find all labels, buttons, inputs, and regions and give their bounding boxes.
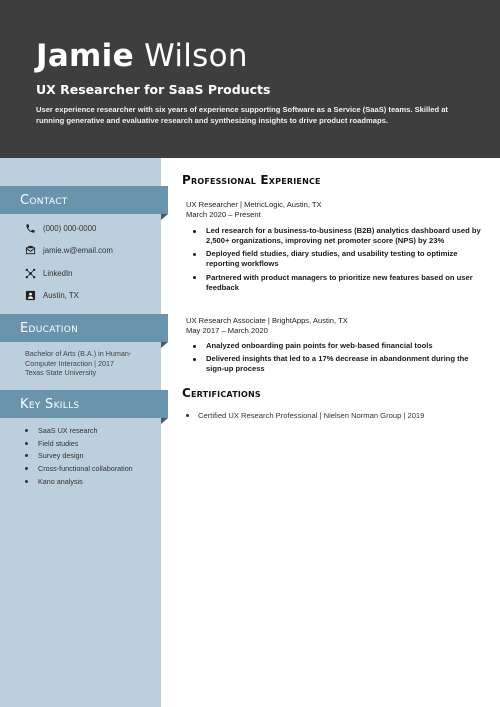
skill-item: Survey design (25, 449, 133, 462)
role-title: UX Researcher for SaaS Products (36, 82, 271, 97)
last-name: Wilson (144, 38, 248, 74)
contact-location (24, 288, 79, 302)
first-name: Jamie (36, 38, 134, 74)
network-icon (24, 267, 36, 279)
bullet-icon (25, 480, 28, 483)
contact-location-text: Austin, TX (43, 290, 79, 300)
certification-text: Certified UX Research Professional | Nielsen Norman Group | 2019 (198, 411, 425, 420)
job-bullet: Delivered insights that led to a 17% decrease in abandonment during the sign-up process (193, 354, 488, 374)
certification-item (186, 411, 424, 420)
contact-email[interactable] (24, 243, 113, 257)
bullet-icon (25, 442, 28, 445)
job-bullet: Deployed field studies, diary studies, and usability testing to optimize reporting workflows (193, 249, 488, 269)
ribbon-fold (161, 418, 168, 424)
contact-phone (24, 221, 96, 235)
certifications-heading: Certifications (182, 386, 261, 400)
skills-heading-label: Key Skills (20, 397, 80, 412)
education-entry (25, 349, 150, 378)
education-school: Texas State University (25, 368, 97, 378)
job-dates: May 2017 – March 2020 (186, 326, 268, 335)
experience-heading: Professional Experience (182, 173, 321, 187)
skill-item: SaaS UX research (25, 424, 133, 437)
contact-phone-text: (000) 000-0000 (43, 223, 97, 233)
job-bullet: Analyzed onboarding pain points for web-based financial tools (193, 341, 488, 351)
skill-item: Cross-functional collaboration (25, 462, 133, 475)
ribbon-fold (161, 342, 168, 348)
bullet-icon (25, 429, 28, 432)
education-heading (0, 314, 168, 342)
skills-heading (0, 390, 168, 418)
bullet-icon (25, 467, 28, 470)
phone-icon (24, 222, 36, 234)
resume-header (0, 0, 500, 158)
job-bullets (193, 341, 488, 378)
location-icon (24, 289, 36, 301)
education-degree: Bachelor of Arts (B.A.) in Human-Computer Interaction | 2017 (25, 349, 132, 368)
contact-linkedin-text: LinkedIn (43, 268, 73, 278)
job-bullet: Led research for a business-to-business (B2B) analytics dashboard used by 2,500+ organizations, improving net promoter score (NPS) by 23% (193, 226, 488, 246)
contact-linkedin[interactable] (24, 266, 72, 280)
bullet-icon (186, 414, 189, 417)
job-title: UX Research Associate | BrightApps, Austin, TX (186, 316, 348, 325)
contact-email-text: jamie.w@email.com (43, 245, 113, 255)
candidate-name (36, 36, 248, 76)
bullet-icon (25, 454, 28, 457)
summary-text: User experience researcher with six years of experience supporting Software as a Service (SaaS) teams. Skilled at running generative and evaluative research and synthesizing insights to drive product roadmaps. (36, 105, 448, 125)
education-heading-label: Education (20, 321, 79, 336)
job-title: UX Researcher | MetricLogic, Austin, TX (186, 200, 322, 209)
skill-item: Kano analysis (25, 475, 133, 488)
job-dates: March 2020 – Present (186, 210, 261, 219)
skills-list (25, 424, 133, 487)
job-bullet: Partnered with product managers to prioritize new features based on user feedback (193, 273, 488, 293)
ribbon-fold (161, 214, 168, 220)
skill-item: Field studies (25, 437, 133, 450)
email-icon (24, 244, 36, 256)
contact-heading-label: Contact (20, 193, 68, 208)
job-bullets (193, 226, 488, 296)
contact-heading (0, 186, 168, 214)
